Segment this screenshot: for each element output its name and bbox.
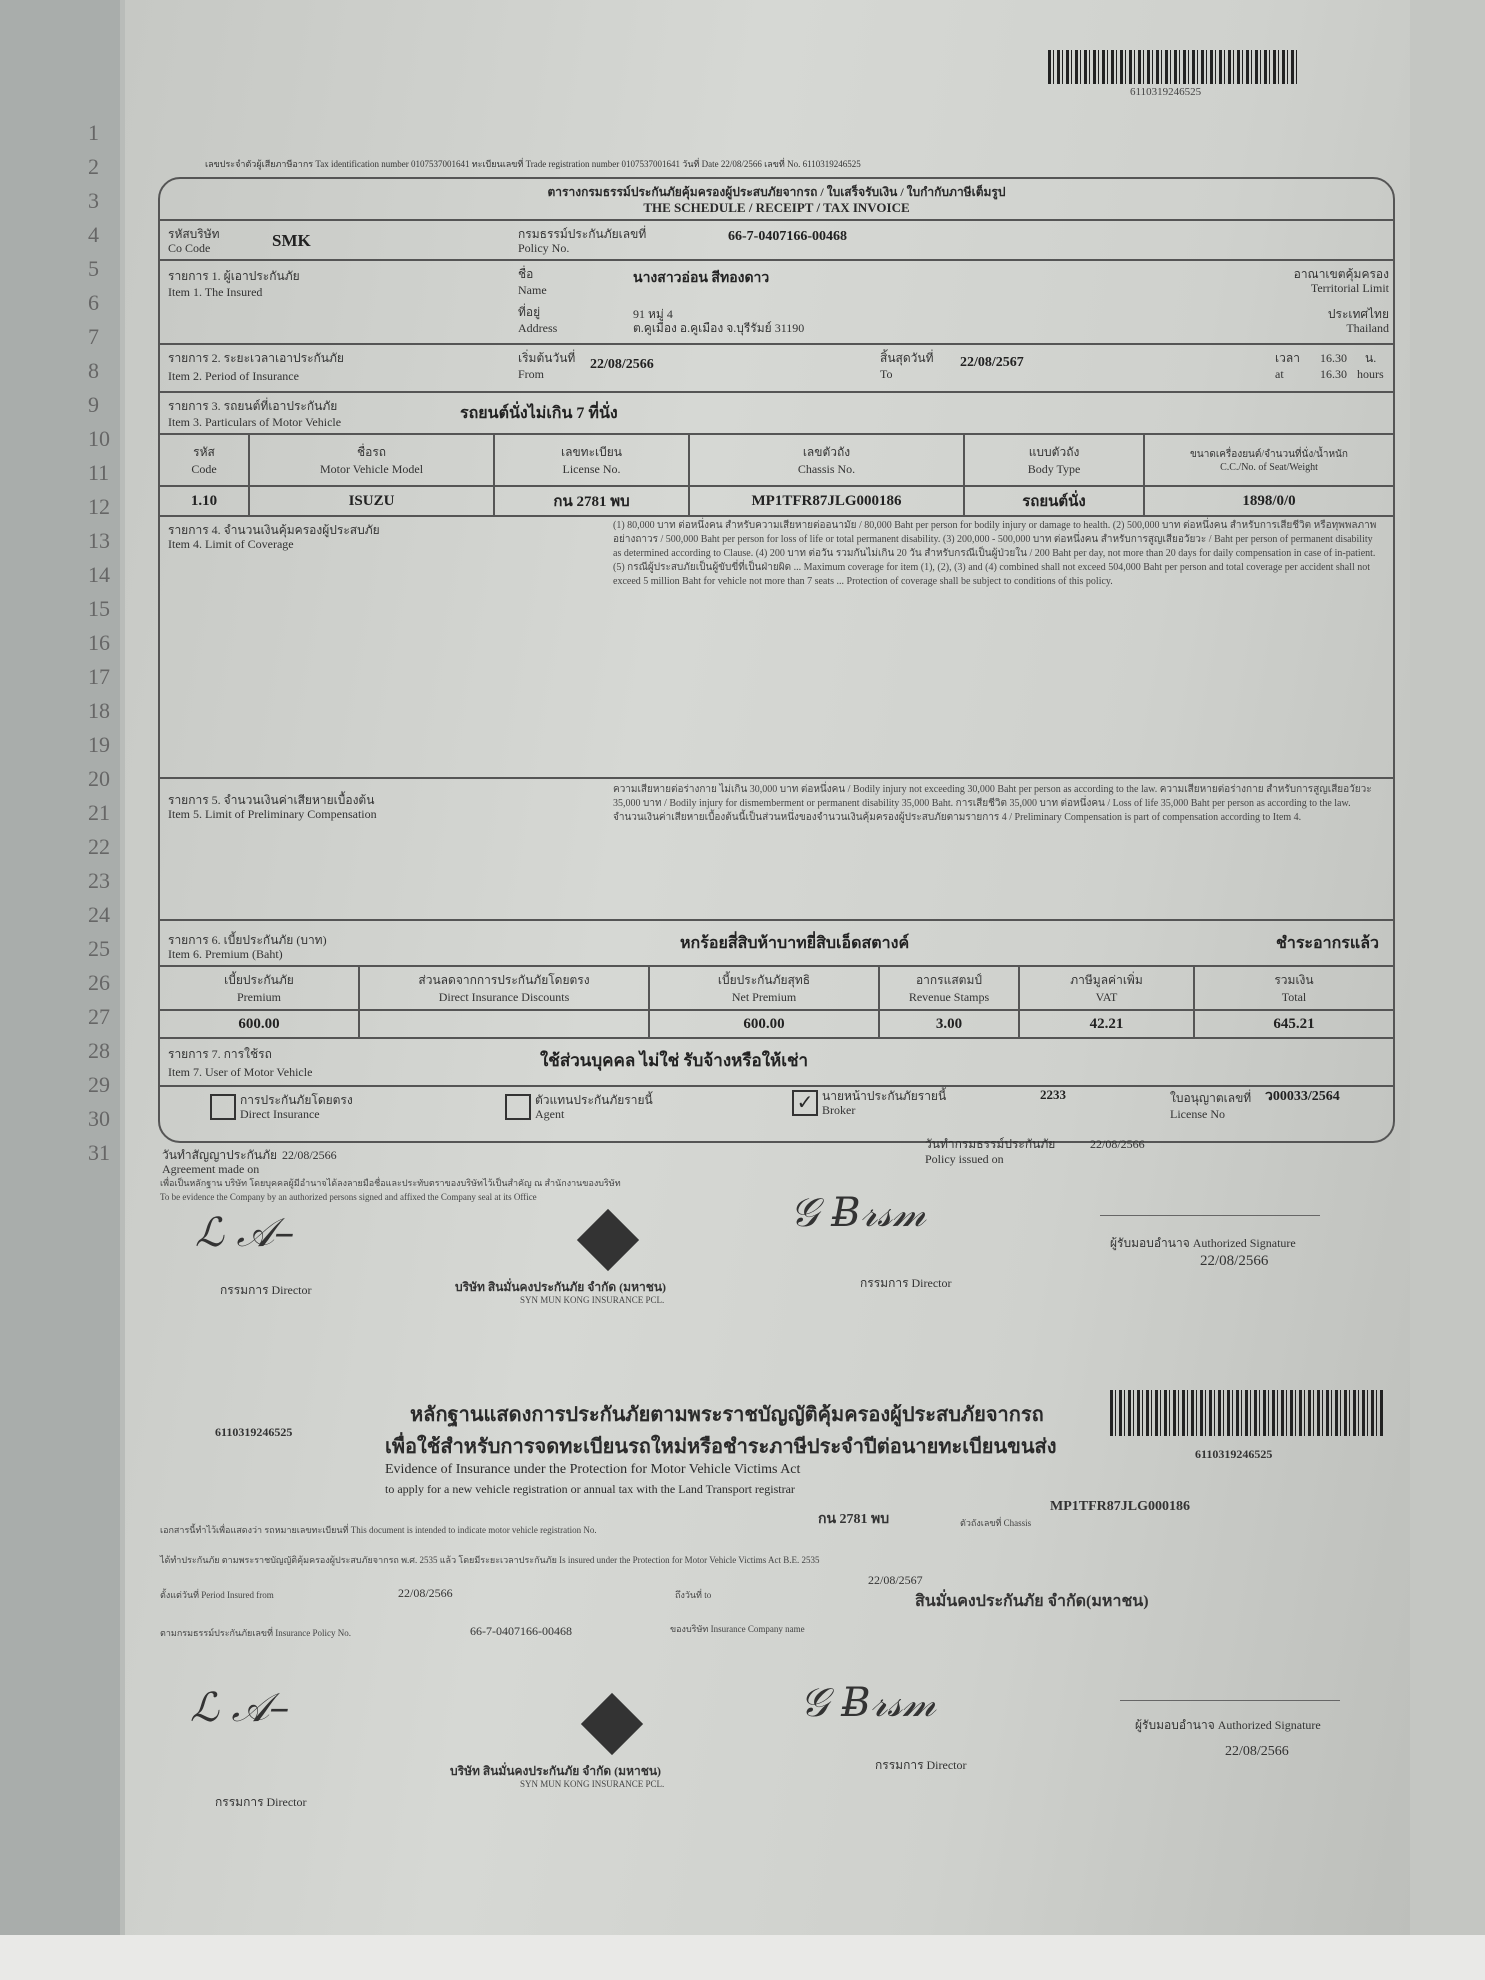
director-label-3: กรรมการ Director	[215, 1795, 307, 1809]
co-code-label-th: รหัสบริษัท	[168, 227, 220, 241]
cell-cc: 1898/0/0	[1144, 486, 1394, 516]
background-surface	[0, 1935, 1485, 1980]
agreement-label-en: Agreement made on	[162, 1162, 260, 1176]
insured-statement: ได้ทำประกันภัย ตามพระราชบัญญัติคุ้มครองผู้ประสบภัยจากรถ พ.ศ. 2535 แล้ว โดยมีระยะเวลาประกันภัย Is insured under the Protection for Motor Vehicle Victims Act B.E. 2535	[160, 1555, 820, 1565]
cell-body: รถยนต์นั่ง	[964, 486, 1144, 516]
broker-code: 2233	[1040, 1087, 1066, 1102]
col-license: เลขทะเบียน License No.	[494, 434, 689, 486]
premium-table-row	[159, 1010, 1394, 1038]
preliminary-row	[160, 779, 1393, 921]
director-signature-1: ℒ 𝒜–	[195, 1210, 295, 1256]
country-th: ประเทศไทย	[1327, 307, 1389, 321]
item6-label-th: รายการ 6. เบี้ยประกันภัย (บาท)	[168, 933, 327, 947]
authorized-signature-label: ผู้รับมอบอำนาจ Authorized Signature	[1110, 1236, 1296, 1250]
margin-line-number: 2	[88, 154, 99, 179]
item5-label-en: Item 5. Limit of Preliminary Compensation	[168, 807, 377, 821]
country-en: Thailand	[1346, 321, 1389, 335]
evidence-id: 6110319246525	[215, 1425, 293, 1439]
to-label-en: To	[880, 367, 893, 381]
item1-label-th: รายการ 1. ผู้เอาประกันภัย	[168, 269, 300, 283]
col-net: เบี้ยประกันภัยสุทธิ Net Premium	[649, 966, 879, 1010]
policy-no-value: 66-7-0407166-00468	[728, 229, 847, 244]
checkbox-direct[interactable]	[210, 1094, 236, 1120]
preliminary-text: ความเสียหายต่อร่างกาย ไม่เกิน 30,000 บาท ต่อหนึ่งคน / Bodily injury not exceeding 30,000 Baht per person as according to the law. ความเสียหายต่อร่างกาย สำหรับการสูญเสียอวัยวะ 35,000 บาท / Bodily injury for dismemberment or permanent disability 35,000 Baht. การเสียชีวิต 35,000 บาท ต่อหนึ่งคน / Loss of life 35,000 Baht per person as according to the law. จำนวนเงินค่าเสียหายเบื้องต้นนี้เป็นส่วนหนึ่งของจำนวนเงินคุ้มครองผู้ประสบภัยตามรายการ 4 / Preliminary Compensation is part of compensation according to Item 4.	[613, 784, 1372, 823]
issued-label-en: Policy issued on	[925, 1152, 1004, 1166]
coverage-text: (1) 80,000 บาท ต่อหนึ่งคน สำหรับความเสียหายต่ออนามัย / 80,000 Baht per person for bodily injury or damage to health. (2) 500,000 บาท ต่อหนึ่งคน สำหรับการเสียชีวิต หรือทุพพลภาพอย่างถาวร / 500,000 Baht per person for loss of life or total permanent disability. (3) 200,000 - 500,000 บาท ต่อหนึ่งคน สำหรับการสูญเสียอวัยวะ / Baht per person of permanent disability as determined according to Clause. (4) 200 บาท ต่อวัน รวมกันไม่เกิน 20 วัน สำหรับกรณีเป็นผู้ป่วยใน / 200 Baht per day, not more than 20 days for daily compensation in case of in-patient. (5) กรณีผู้ประสบภัยเป็นผู้ขับขี่ที่เป็นฝ่ายผิด ... Maximum coverage for item (1), (2), (3) and (4) combined shall not exceed 504,000 Baht per person and total coverage per accident shall not exceed 5 million Baht for vehicle not more than 7 seats ... Protection of coverage shall be subject to conditions of this policy.	[613, 520, 1377, 587]
period-row	[160, 345, 1393, 393]
cell-license: กน 2781 พบ	[494, 486, 689, 516]
unit-th: น.	[1365, 351, 1377, 365]
premium-table	[158, 965, 1395, 1039]
director-label-2: กรรมการ Director	[860, 1276, 952, 1290]
evidence-policy-label: ตามกรมธรรม์ประกันภัยเลขที่ Insurance Policy No.	[160, 1628, 351, 1638]
margin-line-number: 16	[88, 630, 110, 655]
insured-name: นางสาวอ่อน สีทองดาว	[633, 271, 770, 286]
evidence-from: 22/08/2566	[398, 1586, 453, 1600]
item2-label-en: Item 2. Period of Insurance	[168, 369, 299, 383]
margin-line-number: 27	[88, 1004, 110, 1029]
premium-table-header	[159, 966, 1394, 1010]
margin-line-number: 14	[88, 562, 110, 587]
evidence-barcode-number: 6110319246525	[1195, 1447, 1273, 1461]
channel-direct: การประกันภัยโดยตรง Direct Insurance	[210, 1093, 353, 1121]
time-to: 16.30	[1320, 367, 1347, 381]
director-label-1: กรรมการ Director	[220, 1283, 312, 1297]
margin-line-number: 12	[88, 494, 110, 519]
cell-code: 1.10	[159, 486, 249, 516]
margin-line-number: 25	[88, 936, 110, 961]
col-body: แบบตัวถัง Body Type	[964, 434, 1144, 486]
territory-label-th: อาณาเขตคุ้มครอง	[1293, 267, 1389, 281]
unit-en: hours	[1357, 367, 1384, 381]
item2-label-th: รายการ 2. ระยะเวลาเอาประกันภัย	[168, 351, 344, 365]
margin-line-number: 11	[88, 460, 110, 485]
evidence-title-th1: หลักฐานแสดงการประกันภัยตามพระราชบัญญัติคุ้มครองผู้ประสบภัยจากรถ	[410, 1404, 1044, 1426]
name-label-en: Name	[518, 283, 547, 297]
director-signature-3: ℒ 𝒜–	[190, 1685, 290, 1731]
col-total: รวมเงิน Total	[1194, 966, 1394, 1010]
col-discount: ส่วนลดจากการประกันภัยโดยตรง Direct Insurance Discounts	[359, 966, 649, 1010]
margin-line-number: 6	[88, 290, 99, 315]
vehicle-table-row	[159, 486, 1394, 516]
address-line1: 91 หมู่ 4	[633, 307, 673, 321]
vehicle-table	[158, 433, 1395, 517]
item4-label-th: รายการ 4. จำนวนเงินคุ้มครองผู้ประสบภัย	[168, 523, 380, 537]
signature-line-2	[1120, 1700, 1340, 1701]
margin-line-number: 29	[88, 1072, 110, 1097]
address-label-th: ที่อยู่	[518, 305, 541, 319]
header-tax-line: เลขประจำตัวผู้เสียภาษีอากร Tax identification number 0107537001641 ทะเบียนเลขที่ Trade registration number 0107537001641 วันที่ Date 22/08/2566 เลขที่ No. 6110319246525	[205, 159, 861, 169]
from-label-en: From	[518, 367, 545, 381]
evidence-company: สินมั่นคงประกันภัย จำกัด(มหาชน)	[915, 1593, 1149, 1610]
co-code-label-en: Co Code	[168, 241, 211, 255]
reg-label: เอกสารนี้ทำไว้เพื่อแสดงว่า รถหมายเลขทะเบียนที่ This document is intended to indicate motor vehicle registration No.	[160, 1525, 597, 1535]
evidence-from-label: ตั้งแต่วันที่ Period Insured from	[160, 1590, 274, 1600]
item3-label-en: Item 3. Particulars of Motor Vehicle	[168, 415, 342, 429]
col-premium: เบี้ยประกันภัย Premium	[159, 966, 359, 1010]
channel-broker: ✓ นายหน้าประกันภัยรายนี้ Broker	[792, 1089, 946, 1117]
signature-line	[1100, 1215, 1320, 1216]
cell-premium: 600.00	[159, 1010, 359, 1038]
cell-total: 645.21	[1194, 1010, 1394, 1038]
margin-line-number: 5	[88, 256, 99, 281]
cell-stamps: 3.00	[879, 1010, 1019, 1038]
license-no: ว00033/2564	[1265, 1089, 1340, 1104]
background-notebook-right	[1405, 0, 1485, 1980]
background-notebook-left	[0, 0, 120, 1980]
evidence-th: เพื่อเป็นหลักฐาน บริษัท โดยบุคคลผู้มีอำนาจได้ลงลายมือชื่อและประทับตราของบริษัทไว้เป็นสำคัญ ณ สำนักงานของบริษัท	[160, 1178, 621, 1188]
item1-label-en: Item 1. The Insured	[168, 285, 263, 299]
margin-line-number: 17	[88, 664, 110, 689]
schedule-form	[158, 177, 1395, 1143]
cell-vat: 42.21	[1019, 1010, 1194, 1038]
evidence-to: 22/08/2567	[868, 1573, 923, 1587]
col-cc: ขนาดเครื่องยนต์/จำนวนที่นั่ง/น้ำหนัก C.C./No. of Seat/Weight	[1144, 434, 1394, 486]
period-from: 22/08/2566	[590, 357, 654, 372]
margin-line-number: 20	[88, 766, 110, 791]
license-label-en: License No	[1170, 1107, 1225, 1121]
barcode-number: 6110319246525	[1130, 86, 1202, 98]
chassis-label: ตัวถังเลขที่ Chassis	[960, 1518, 1032, 1528]
margin-line-number: 8	[88, 358, 99, 383]
company-name-en-2: SYN MUN KONG INSURANCE PCL.	[520, 1779, 665, 1789]
margin-line-number: 3	[88, 188, 99, 213]
coverage-row	[160, 517, 1393, 779]
margin-line-number: 26	[88, 970, 110, 995]
title-row	[160, 179, 1393, 221]
margin-line-number: 18	[88, 698, 110, 723]
policy-no-label-th: กรมธรรม์ประกันภัยเลขที่	[518, 227, 647, 241]
license-label-th: ใบอนุญาตเลขที่	[1170, 1091, 1252, 1105]
margin-line-number: 23	[88, 868, 110, 893]
evidence-chassis: MP1TFR87JLG000186	[1050, 1499, 1190, 1514]
cell-model: ISUZU	[249, 486, 494, 516]
from-label-th: เริ่มต้นวันที่	[518, 351, 576, 365]
time-label-th: เวลา	[1275, 351, 1300, 365]
item7-label-th: รายการ 7. การใช้รถ	[168, 1047, 272, 1061]
authorized-signature-date: 22/08/2566	[1200, 1253, 1269, 1269]
cell-net: 600.00	[649, 1010, 879, 1038]
policy-no-label-en: Policy No.	[518, 241, 570, 255]
checkbox-agent[interactable]	[505, 1094, 531, 1120]
margin-line-number: 10	[88, 426, 110, 451]
evidence-title-th2: เพื่อใช้สำหรับการจดทะเบียนรถใหม่หรือชำระภาษีประจำปีต่อนายทะเบียนขนส่ง	[385, 1436, 1057, 1458]
evidence-title-en1: Evidence of Insurance under the Protection for Motor Vehicle Victims Act	[385, 1462, 801, 1477]
item3-label-th: รายการ 3. รถยนต์ที่เอาประกันภัย	[168, 399, 338, 413]
vehicle-type: รถยนต์นั่งไม่เกิน 7 ที่นั่ง	[460, 405, 618, 422]
insured-row	[160, 261, 1393, 345]
col-vat: ภาษีมูลค่าเพิ่ม VAT	[1019, 966, 1194, 1010]
premium-row	[160, 921, 1393, 965]
channel-agent: ตัวแทนประกันภัยรายนี้ Agent	[505, 1093, 653, 1121]
director-label-4: กรรมการ Director	[875, 1758, 967, 1772]
director-signature-4: 𝒢 Ƀ𝓇𝓈𝓂	[800, 1680, 936, 1726]
code-row	[160, 221, 1393, 261]
margin-line-number: 24	[88, 902, 110, 927]
margin-line-number: 4	[88, 222, 99, 247]
vehicle-row	[160, 393, 1393, 433]
period-to: 22/08/2567	[960, 355, 1024, 370]
col-chassis: เลขตัวถัง Chassis No.	[689, 434, 964, 486]
col-model: ชื่อรถ Motor Vehicle Model	[249, 434, 494, 486]
evidence-title-en2: to apply for a new vehicle registration or annual tax with the Land Transport registrar	[385, 1482, 795, 1496]
time-label-en: at	[1275, 367, 1284, 381]
authorized-signature-label-2: ผู้รับมอบอำนาจ Authorized Signature	[1135, 1718, 1321, 1732]
col-code: รหัส Code	[159, 434, 249, 486]
company-name-th-2: บริษัท สินมั่นคงประกันภัย จำกัด (มหาชน)	[450, 1764, 662, 1778]
reg-no: กน 2781 พบ	[818, 1512, 890, 1527]
evidence-to-label: ถึงวันที่ to	[675, 1590, 712, 1600]
time-from: 16.30	[1320, 351, 1347, 365]
item7-label-en: Item 7. User of Motor Vehicle	[168, 1065, 313, 1079]
company-name-en: SYN MUN KONG INSURANCE PCL.	[520, 1295, 665, 1305]
to-label-th: สิ้นสุดวันที่	[880, 351, 934, 365]
address-label-en: Address	[518, 321, 558, 335]
vehicle-table-header	[159, 434, 1394, 486]
company-name-th: บริษัท สินมั่นคงประกันภัย จำกัด (มหาชน)	[455, 1280, 667, 1294]
barcode	[1048, 50, 1298, 84]
col-stamps: อากรแสตมป์ Revenue Stamps	[879, 966, 1019, 1010]
title-th: ตารางกรมธรรม์ประกันภัยคุ้มครองผู้ประสบภัยจากรถ / ใบเสร็จรับเงิน / ใบกำกับภาษีเต็มรูป	[547, 185, 1006, 199]
checkbox-broker-checked[interactable]: ✓	[792, 1090, 818, 1116]
issued-label-th: วันทำกรมธรรม์ประกันภัย	[925, 1137, 1056, 1151]
evidence-policy: 66-7-0407166-00468	[470, 1624, 572, 1638]
item5-label-th: รายการ 5. จำนวนเงินค่าเสียหายเบื้องต้น	[168, 793, 375, 807]
item6-label-en: Item 6. Premium (Baht)	[168, 947, 283, 961]
margin-line-number: 7	[88, 324, 99, 349]
evidence-en: To be evidence the Company by an authorized persons signed and affixed the Company seal at its Office	[160, 1192, 537, 1202]
cell-chassis: MP1TFR87JLG000186	[689, 486, 964, 516]
evidence-barcode	[1110, 1390, 1385, 1436]
territory-label-en: Territorial Limit	[1310, 281, 1389, 295]
cell-discount	[359, 1010, 649, 1038]
margin-line-number: 9	[88, 392, 99, 417]
agreement-label-th: วันทำสัญญาประกันภัย	[162, 1148, 278, 1162]
address-line2: ต.คูเมือง อ.คูเมือง จ.บุรีรัมย์ 31190	[633, 321, 805, 335]
vehicle-use: ใช้ส่วนบุคคล ไม่ใช่ รับจ้างหรือให้เช่า	[540, 1051, 809, 1070]
agreement-date: 22/08/2566	[282, 1148, 337, 1162]
title-en: THE SCHEDULE / RECEIPT / TAX INVOICE	[643, 200, 910, 215]
amount-in-words: หกร้อยสี่สิบห้าบาทยี่สิบเอ็ดสตางค์	[680, 935, 910, 952]
authorized-signature-date-2: 22/08/2566	[1225, 1744, 1289, 1759]
name-label-th: ชื่อ	[518, 267, 534, 281]
item4-label-en: Item 4. Limit of Coverage	[168, 537, 294, 551]
margin-line-number: 31	[88, 1140, 110, 1165]
evidence-company-label: ของบริษัท Insurance Company name	[670, 1624, 805, 1634]
margin-line-number: 30	[88, 1106, 110, 1131]
margin-line-number: 19	[88, 732, 110, 757]
margin-line-number: 28	[88, 1038, 110, 1063]
margin-line-number: 22	[88, 834, 110, 859]
use-row	[160, 1039, 1393, 1087]
director-signature-2: 𝒢 Ƀ𝓇𝓈𝓂	[790, 1190, 926, 1236]
margin-line-number: 21	[88, 800, 110, 825]
margin-line-number: 1	[88, 120, 99, 145]
issued-date: 22/08/2566	[1090, 1137, 1145, 1151]
margin-line-number: 15	[88, 596, 110, 621]
stamp-paid: ชำระอากรแล้ว	[1275, 935, 1379, 952]
margin-line-number: 13	[88, 528, 110, 553]
co-code-value: SMK	[272, 231, 311, 250]
